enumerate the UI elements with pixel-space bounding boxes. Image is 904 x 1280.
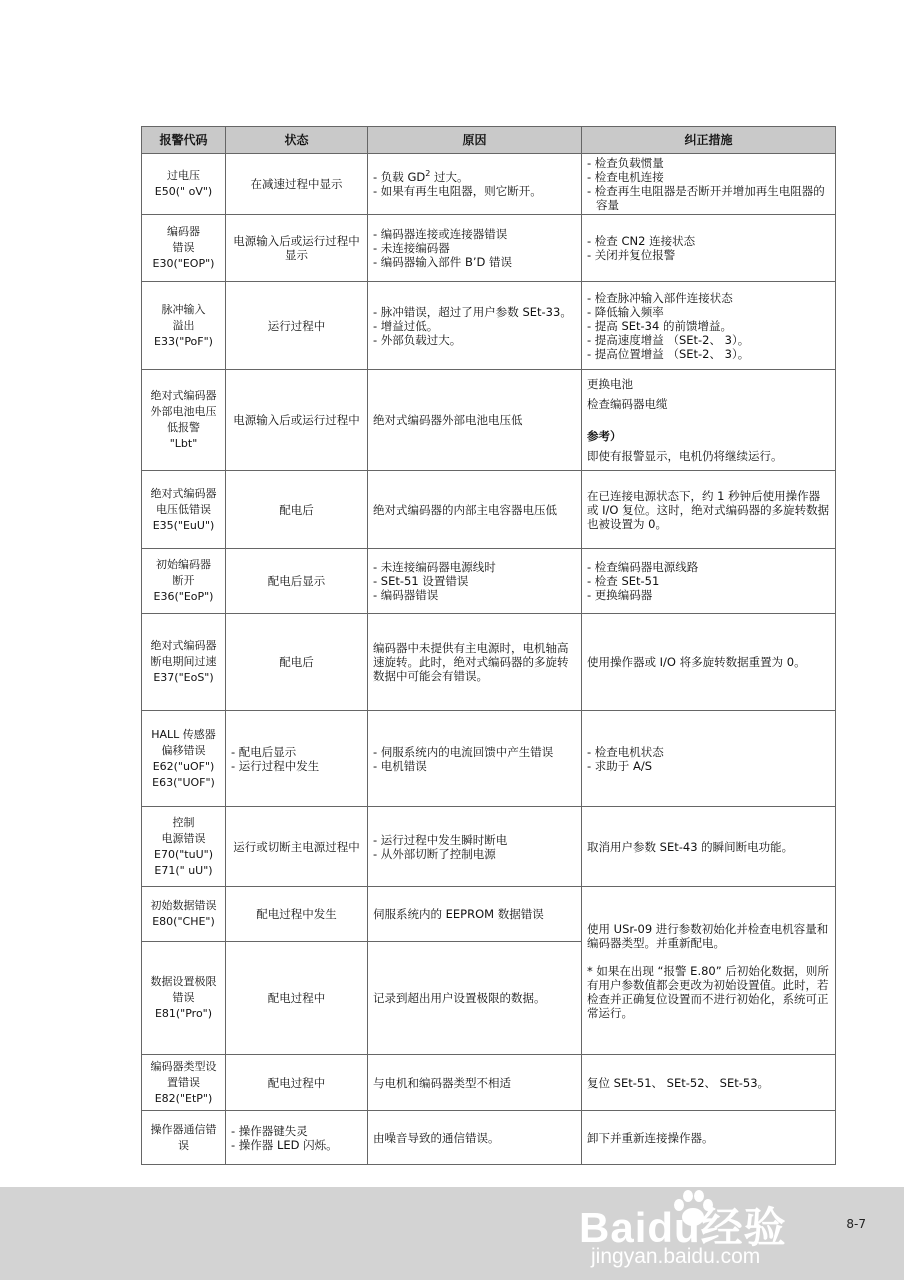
alarm-status: 运行或切断主电源过程中 <box>226 807 368 887</box>
alarm-code: 绝对式编码器外部电池电压低报警 "Lbt" <box>142 370 226 471</box>
alarm-fix: - 检查 CN2 连接状态 - 关闭并复位报警 <box>582 215 836 282</box>
alarm-cause: 绝对式编码器外部电池电压低 <box>368 370 582 471</box>
alarm-code: 初始编码器 断开 E36("EoP") <box>142 549 226 614</box>
alarm-fix: 更换电池 检查编码器电缆 参考） 即使有报警显示，电机仍将继续运行。 <box>582 370 836 471</box>
alarm-fix: - 检查脉冲输入部件连接状态 - 降低输入频率 - 提高 SEt-34 的前馈增益。 - 提高速度增益 （SEt-2、 3）。 - 提高位置增益 （SEt-2、 3）。 <box>582 282 836 370</box>
alarm-status: 电源输入后或运行过程中显示 <box>226 215 368 282</box>
table-row <box>142 471 836 549</box>
alarm-cause: 与电机和编码器类型不相适 <box>368 1055 582 1111</box>
alarm-code: 编码器 错误 E30("EOP") <box>142 215 226 282</box>
alarm-status: 运行过程中 <box>226 282 368 370</box>
alarm-code: 绝对式编码器断电期间过速 E37("EoS") <box>142 614 226 711</box>
table-row <box>142 549 836 614</box>
alarm-cause: 绝对式编码器的内部主电容器电压低 <box>368 471 582 549</box>
alarm-status: - 操作器键失灵 - 操作器 LED 闪烁。 <box>226 1111 368 1165</box>
alarm-code: 数据设置极限错误 E81("Pro") <box>142 942 226 1055</box>
header-cause: 原因 <box>368 127 582 154</box>
alarm-fix: 卸下并重新连接操作器。 <box>582 1111 836 1165</box>
alarm-fix: - 检查负载惯量 - 检查电机连接 - 检查再生电阻器是否断开并增加再生电阻器的容量 <box>582 154 836 215</box>
alarm-fix: 使用操作器或 I/O 将多旋转数据重置为 0。 <box>582 614 836 711</box>
table-row <box>142 614 836 711</box>
alarm-cause: - 负载 $GD^2$ 过大。 - 如果有再生电阻器，则它断开。 <box>368 154 582 215</box>
alarm-cause: 记录到超出用户设置极限的数据。 <box>368 942 582 1055</box>
alarm-status: 配电过程中 <box>226 1055 368 1111</box>
alarm-fix: 复位 SEt-51、 SEt-52、 SEt-53。 <box>582 1055 836 1111</box>
alarm-cause: - 未连接编码器电源线时 - SEt-51 设置错误 - 编码器错误 <box>368 549 582 614</box>
alarm-status: 配电过程中 <box>226 942 368 1055</box>
table-row <box>142 282 836 370</box>
alarm-fix: 使用 USr-09 进行参数初始化并检查电机容量和编码器类型。并重新配电。 * 如果在出现 “报警 E.80” 后初始化数据，则所有用户参数值都会更改为初始设置值。此时，若检查并正确复位设置而不进行初始化，系统可正常运行。 <box>582 887 836 1055</box>
alarm-cause: - 运行过程中发生瞬时断电 - 从外部切断了控制电源 <box>368 807 582 887</box>
alarm-cause: - 伺服系统内的电流回馈中产生错误 - 电机错误 <box>368 711 582 807</box>
table-row <box>142 711 836 807</box>
alarm-code: 脉冲输入 溢出 E33("PoF") <box>142 282 226 370</box>
table-row <box>142 887 836 942</box>
page-number: 8-7 <box>846 1217 866 1231</box>
alarm-status: - 配电后显示 - 运行过程中发生 <box>226 711 368 807</box>
alarm-code: 控制 电源错误 E70("tuU") E71(" uU") <box>142 807 226 887</box>
alarm-cause: - 脉冲错误，超过了用户参数 SEt-33。 - 增益过低。 - 外部负载过大。 <box>368 282 582 370</box>
alarm-code: HALL 传感器 偏移错误 E62("uOF") E63("UOF") <box>142 711 226 807</box>
alarm-fix: - 检查电机状态 - 求助于 A/S <box>582 711 836 807</box>
watermark-url: jingyan.baidu.com <box>591 1245 761 1268</box>
alarm-status: 配电后显示 <box>226 549 368 614</box>
alarm-code: 过电压 E50(" oV") <box>142 154 226 215</box>
table-row <box>142 370 836 471</box>
alarm-code: 初始数据错误 E80("CHE") <box>142 887 226 942</box>
alarm-status: 配电过程中发生 <box>226 887 368 942</box>
alarm-cause: 由噪音导致的通信错误。 <box>368 1111 582 1165</box>
alarm-status: 配电后 <box>226 614 368 711</box>
alarm-code: 编码器类型设置错误 E82("EtP") <box>142 1055 226 1111</box>
table-row <box>142 1111 836 1165</box>
baidu-watermark <box>579 1195 849 1275</box>
header-status: 状态 <box>226 127 368 154</box>
alarm-fix: 取消用户参数 SEt-43 的瞬间断电功能。 <box>582 807 836 887</box>
alarm-table <box>141 126 836 1165</box>
table-header-row <box>142 127 836 154</box>
table-row <box>142 154 836 215</box>
alarm-cause: - 编码器连接或连接器错误 - 未连接编码器 - 编码器输入部件 B’D 错误 <box>368 215 582 282</box>
alarm-cause: 编码器中未提供有主电源时，电机轴高速旋转。此时，绝对式编码器的多旋转数据中可能会有错误。 <box>368 614 582 711</box>
header-fix: 纠正措施 <box>582 127 836 154</box>
table-row <box>142 215 836 282</box>
alarm-status: 电源输入后或运行过程中 <box>226 370 368 471</box>
alarm-code: 操作器通信错误 <box>142 1111 226 1165</box>
alarm-fix: 在已连接电源状态下，约 1 秒钟后使用操作器或 I/O 复位。这时，绝对式编码器的多旋转数据也被设置为 0。 <box>582 471 836 549</box>
alarm-status: 在减速过程中显示 <box>226 154 368 215</box>
alarm-cause: 伺服系统内的 EEPROM 数据错误 <box>368 887 582 942</box>
alarm-status: 配电后 <box>226 471 368 549</box>
page-footer <box>0 1187 904 1280</box>
table-row <box>142 807 836 887</box>
alarm-code: 绝对式编码器电压低错误 E35("EuU") <box>142 471 226 549</box>
table-row <box>142 1055 836 1111</box>
watermark-logo: Baidu经验 <box>579 1204 787 1251</box>
alarm-fix: - 检查编码器电源线路 - 检查 SEt-51 - 更换编码器 <box>582 549 836 614</box>
header-code: 报警代码 <box>142 127 226 154</box>
